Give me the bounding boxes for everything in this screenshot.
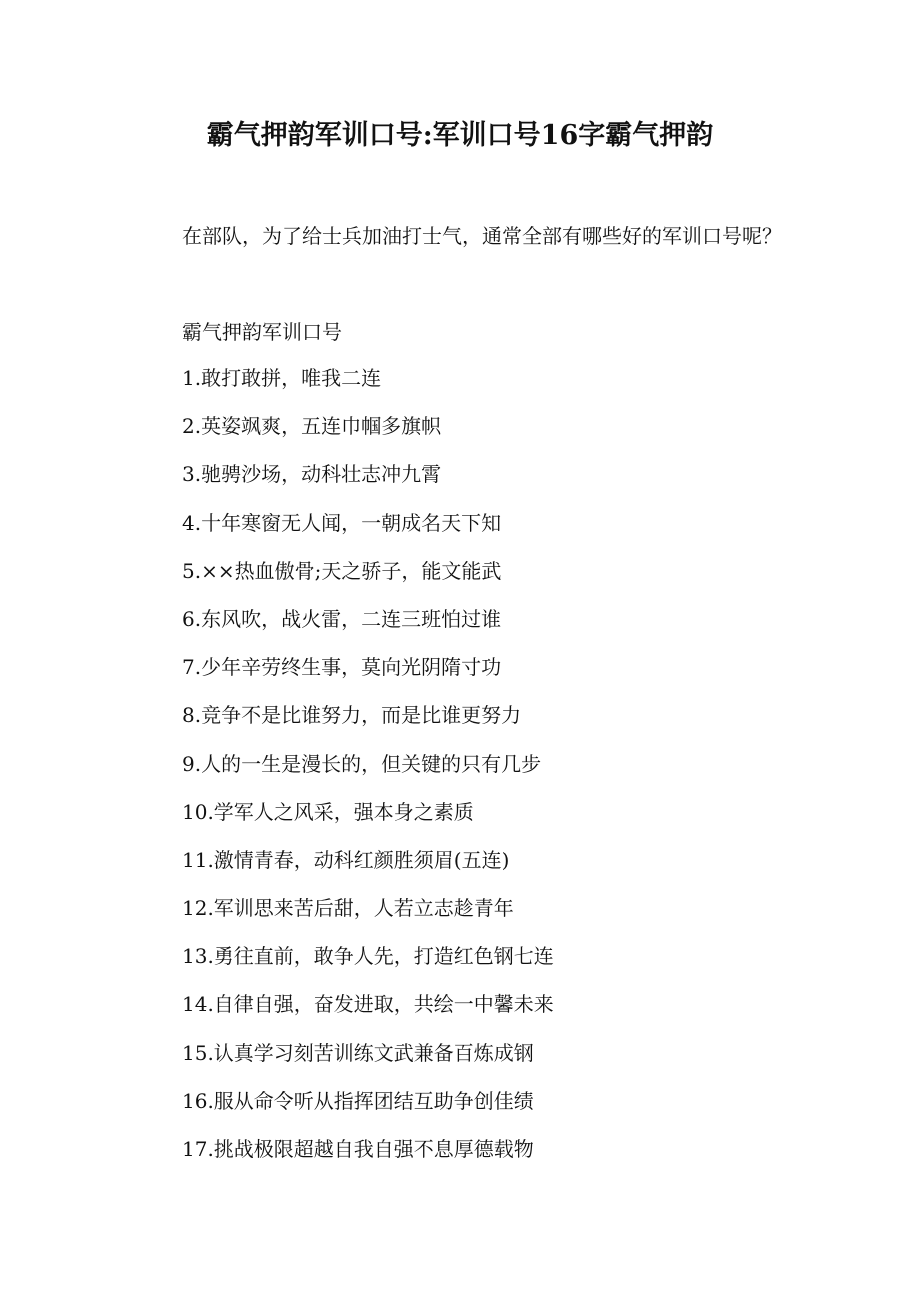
list-item: 9.人的一生是漫长的，但关键的只有几步 bbox=[182, 751, 542, 776]
list-item: 2.英姿飒爽，五连巾帼多旗帜 bbox=[182, 414, 442, 439]
list-item: 5.××热血傲骨;天之骄子，能文能武 bbox=[182, 558, 502, 583]
list-item: 4.十年寒窗无人闻，一朝成名天下知 bbox=[182, 510, 502, 535]
list-item: 8.竞争不是比谁努力，而是比谁更努力 bbox=[182, 703, 522, 728]
list-item: 7.少年辛劳终生事，莫向光阴隋寸功 bbox=[182, 655, 502, 680]
document-title: 霸气押韵军训口号:军训口号16字霸气押韵 bbox=[206, 120, 714, 151]
list-item: 16.服从命令听从指挥团结互助争创佳绩 bbox=[182, 1088, 534, 1113]
list-item: 15.认真学习刻苦训练文武兼备百炼成钢 bbox=[182, 1040, 534, 1065]
section-heading: 霸气押韵军训口号 bbox=[182, 320, 342, 344]
slogan-list bbox=[182, 356, 554, 1175]
intro-paragraph: 在部队，为了给士兵加油打士气，通常全部有哪些好的军训口号呢？ bbox=[182, 224, 782, 248]
list-item: 6.东风吹，战火雷，二连三班怕过谁 bbox=[182, 606, 502, 631]
list-item: 1.敢打敢拼，唯我二连 bbox=[182, 366, 382, 390]
list-item: 10.学军人之风采，强本身之素质 bbox=[182, 799, 474, 824]
list-item: 13.勇往直前，敢争人先，打造红色钢七连 bbox=[182, 944, 554, 969]
list-item: 3.驰骋沙场，动科壮志冲九霄 bbox=[182, 462, 442, 487]
list-item: 12.军训思来苦后甜，人若立志趁青年 bbox=[182, 896, 514, 921]
list-item: 17.挑战极限超越自我自强不息厚德载物 bbox=[182, 1137, 534, 1161]
list-item: 14.自律自强，奋发进取，共绘一中馨未来 bbox=[182, 992, 554, 1017]
list-item: 11.激情青春，动科红颜胜须眉(五连) bbox=[182, 847, 510, 872]
